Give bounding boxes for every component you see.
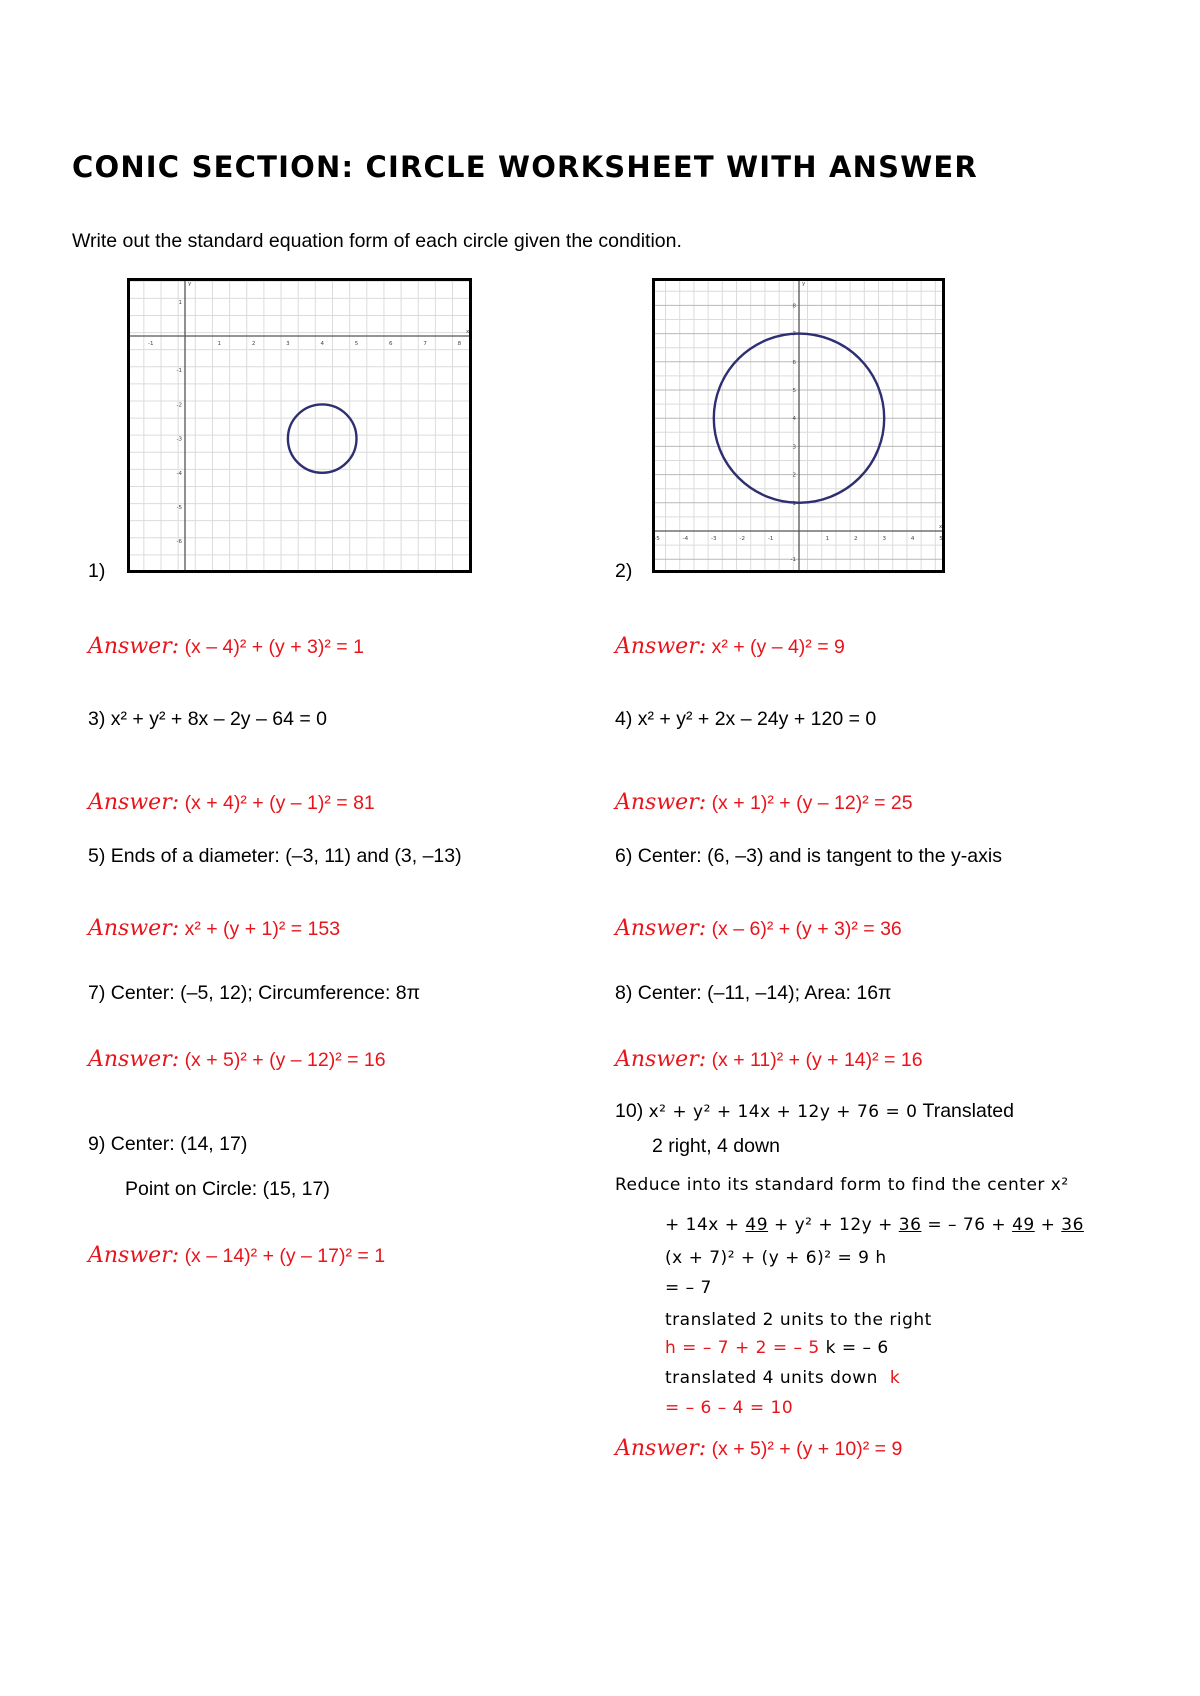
problem-9-point: Point on Circle: (15, 17) [125, 1178, 330, 1200]
x-tick-label: 2 [251, 341, 256, 347]
answer-label: Answer: [615, 1436, 707, 1461]
problem-2-label: 2) [615, 560, 633, 582]
y-tick-label: 2 [792, 472, 796, 479]
y-tick-label: 7 [792, 331, 796, 338]
x-tick-label: 2 [854, 536, 858, 542]
x-tick-label: 3 [286, 341, 290, 347]
x-tick-label: -1 [767, 536, 774, 542]
y-tick-label: 8 [792, 303, 796, 310]
step-6-k: k [889, 1368, 901, 1388]
problem-10-step-7: = – 6 – 4 = 10 [665, 1398, 794, 1418]
step-5-k-value: k = – 6 [819, 1338, 889, 1358]
y-tick-label: -4 [176, 470, 182, 477]
x-tick-label: 4 [910, 536, 915, 542]
x-tick-label: 5 [939, 536, 943, 542]
problem-10-translated: Translated [922, 1100, 1014, 1122]
x-tick-label: 4 [320, 341, 324, 347]
answer-label: Answer: [88, 790, 180, 815]
x-tick-label: -2 [739, 536, 745, 542]
answer-label: Answer: [615, 1047, 707, 1072]
answer-6-value: (x – 6)² + (y + 3)² = 36 [711, 918, 902, 940]
y-axis-label: y [802, 281, 806, 287]
answer-4 [615, 790, 913, 815]
graph-problem-2 [652, 278, 945, 573]
x-tick-label: -5 [654, 536, 660, 542]
answer-1-value: (x – 4)² + (y + 3)² = 1 [184, 636, 364, 658]
x-tick-label: -4 [682, 536, 689, 542]
answer-label: Answer: [615, 916, 707, 941]
answer-5 [88, 916, 340, 941]
problem-3-label: 3) x² + y² + 8x – 2y – 64 = 0 [88, 708, 327, 730]
y-tick-label: -6 [176, 539, 182, 546]
problem-6-label: 6) Center: (6, –3) and is tangent to the y-axis [615, 845, 1002, 867]
x-tick-label: 5 [354, 341, 359, 347]
y-tick-label: -3 [176, 436, 182, 443]
answer-10 [615, 1436, 902, 1461]
answer-3-value: (x + 4)² + (y – 1)² = 81 [184, 792, 375, 814]
x-tick-label: -1 [147, 341, 154, 347]
y-tick-label: -2 [176, 402, 182, 409]
step-1-part-a: + 14x + [665, 1215, 746, 1235]
answer-label: Answer: [88, 1243, 180, 1268]
answer-2 [615, 634, 845, 659]
x-tick-label: -3 [711, 536, 717, 542]
step-1-underline-2: 36 [898, 1215, 922, 1235]
y-tick-label: -5 [176, 505, 182, 511]
problem-10-prefix: 10) [615, 1100, 644, 1122]
instructions: Write out the standard equation form of each circle given the condition. [72, 230, 682, 252]
step-1-underline-3: 49 [1012, 1215, 1035, 1235]
problem-5-label: 5) Ends of a diameter: (–3, 11) and (3, –13) [88, 845, 462, 867]
step-1-underline-4: 36 [1061, 1215, 1084, 1235]
answer-label: Answer: [88, 916, 180, 941]
problem-10-equation: x² + y² + 14x + 12y + 76 = 0 [648, 1102, 918, 1122]
answer-10-value: (x + 5)² + (y + 10)² = 9 [711, 1438, 903, 1460]
answer-label: Answer: [88, 634, 180, 659]
x-tick-label: 8 [457, 341, 462, 347]
x-tick-label: 7 [423, 341, 427, 347]
step-1-part-b: + y² + 12y + [768, 1215, 899, 1235]
y-tick-label: 3 [792, 444, 796, 451]
x-tick-label: 6 [389, 341, 393, 347]
answer-9-value: (x – 14)² + (y – 17)² = 1 [184, 1245, 386, 1267]
answer-label: Answer: [615, 790, 707, 815]
answer-8-value: (x + 11)² + (y + 14)² = 16 [711, 1049, 923, 1071]
problem-10-step-5 [665, 1338, 889, 1358]
problem-10-step-3: = – 7 [665, 1278, 712, 1298]
x-tick-label: 3 [882, 536, 886, 542]
problem-9-label: 9) Center: (14, 17) [88, 1133, 248, 1155]
graph-background [127, 278, 472, 573]
y-tick-label: 1 [792, 500, 796, 507]
problem-1-label: 1) [88, 560, 106, 582]
problem-10-reduce-line: Reduce into its standard form to find the center x² [615, 1175, 1069, 1195]
step-1-part-d: + [1034, 1215, 1062, 1235]
answer-label: Answer: [88, 1047, 180, 1072]
step-5-h-calculation: h = – 7 + 2 = – 5 [665, 1338, 820, 1358]
answer-label: Answer: [615, 634, 707, 659]
answer-7-value: (x + 5)² + (y – 12)² = 16 [184, 1049, 386, 1071]
x-axis-label: x [939, 524, 943, 530]
problem-10-translation: 2 right, 4 down [652, 1135, 780, 1157]
problem-10-step-4: translated 2 units to the right [665, 1310, 932, 1330]
y-tick-label: -1 [176, 368, 182, 375]
problem-7-label: 7) Center: (–5, 12); Circumference: 8π [88, 982, 421, 1004]
problem-10-step-6 [665, 1368, 900, 1388]
y-tick-label: -1 [790, 557, 796, 564]
answer-4-value: (x + 1)² + (y – 12)² = 25 [711, 792, 913, 814]
step-1-underline-1: 49 [745, 1215, 769, 1235]
problem-4-label: 4) x² + y² + 2x – 24y + 120 = 0 [615, 708, 877, 730]
x-tick-label: 1 [217, 341, 222, 347]
y-tick-label: 1 [178, 299, 182, 306]
problem-10-step-1 [665, 1215, 1084, 1235]
answer-1 [88, 634, 364, 659]
answer-6 [615, 916, 902, 941]
y-tick-label: 4 [792, 416, 796, 423]
problem-8-label: 8) Center: (–11, –14); Area: 16π [615, 982, 892, 1004]
problem-10-label [615, 1100, 1014, 1123]
answer-2-value: x² + (y – 4)² = 9 [711, 636, 845, 658]
page-title: CONIC SECTION: CIRCLE WORKSHEET WITH ANSWER [72, 150, 978, 184]
answer-3 [88, 790, 375, 815]
answer-7 [88, 1047, 386, 1072]
y-axis-label: y [188, 281, 192, 287]
graph-problem-1 [127, 278, 472, 573]
x-axis-label: x [466, 329, 470, 335]
step-6-text: translated 4 units down [665, 1368, 878, 1388]
problem-10-step-2: (x + 7)² + (y + 6)² = 9 h [665, 1248, 887, 1268]
answer-5-value: x² + (y + 1)² = 153 [184, 918, 341, 940]
y-tick-label: 5 [792, 388, 796, 394]
answer-8 [615, 1047, 923, 1072]
answer-9 [88, 1243, 385, 1268]
y-tick-label: 6 [792, 359, 796, 366]
step-1-part-c: = – 76 + [921, 1215, 1013, 1235]
x-tick-label: 1 [825, 536, 830, 542]
